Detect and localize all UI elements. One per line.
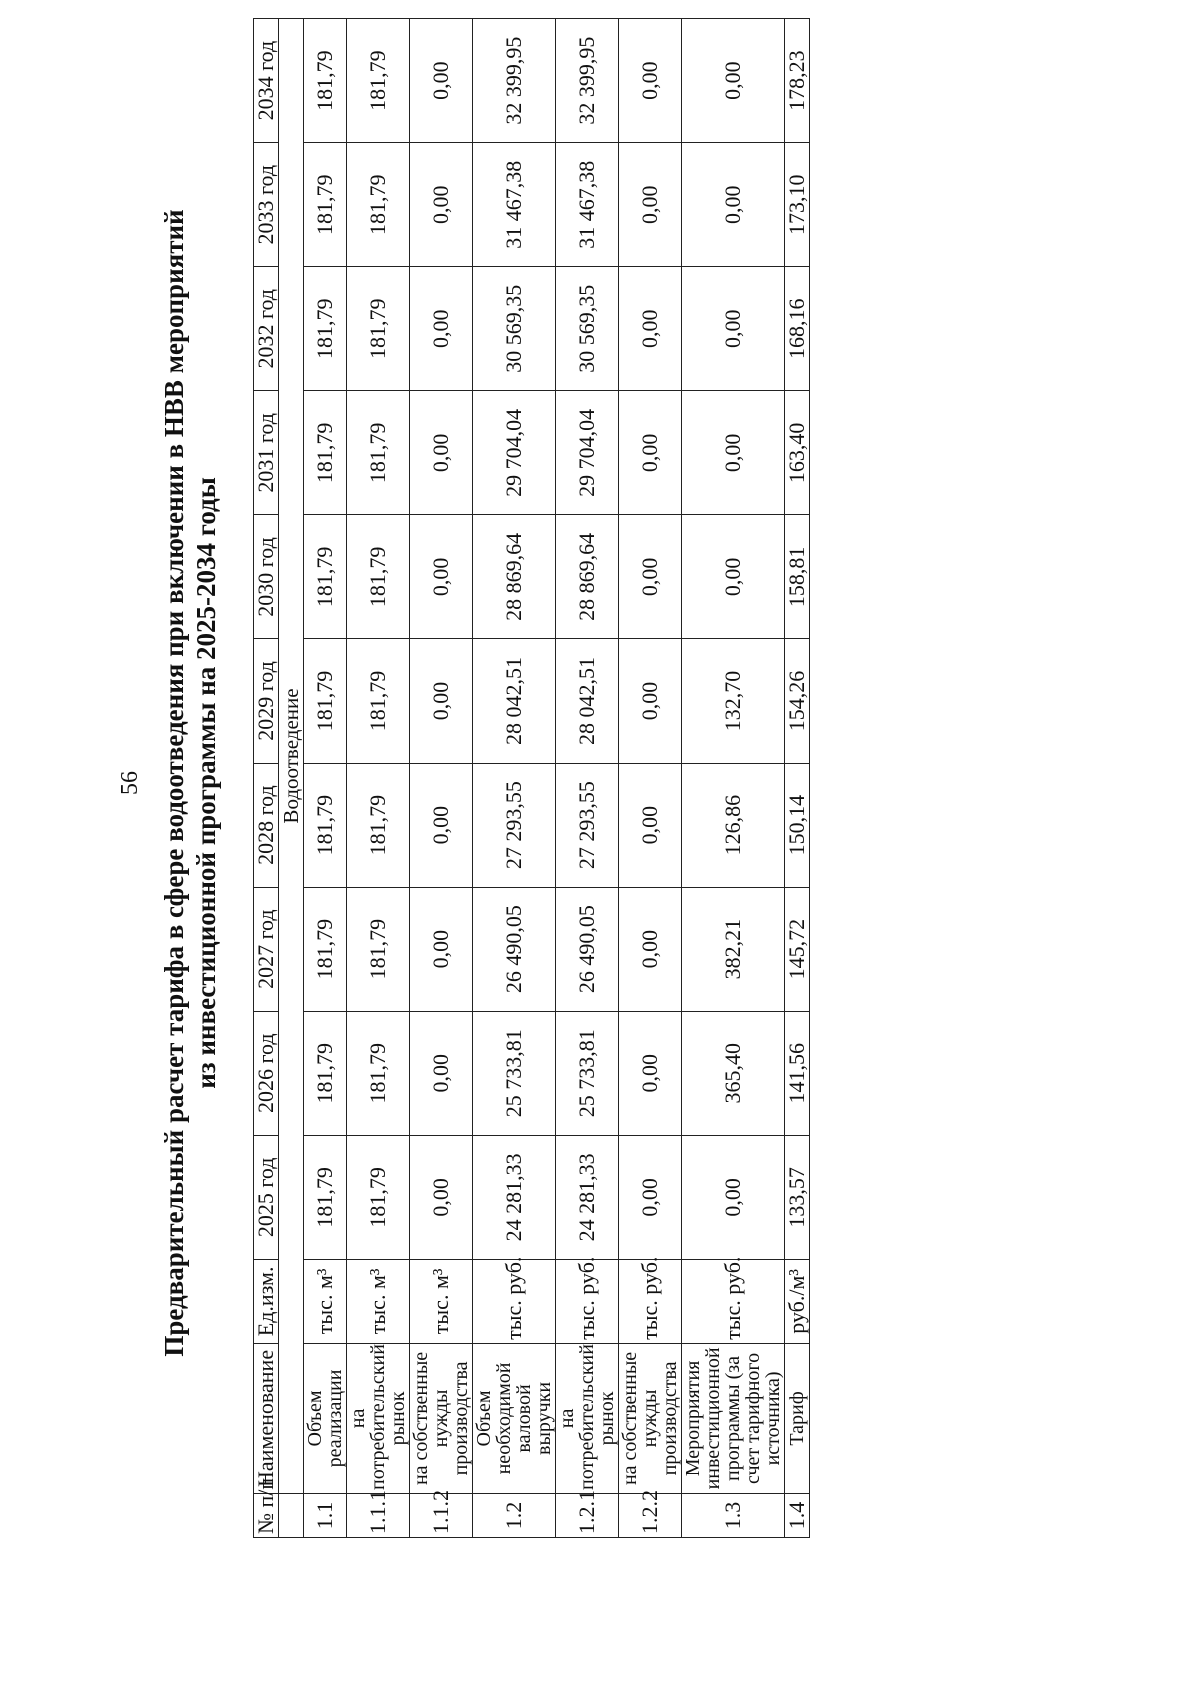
table-row	[619, 19, 682, 1538]
value-cell: 181,79	[304, 1011, 347, 1135]
row-name-cell: на собственные нужды производства	[619, 1343, 682, 1493]
value-cell: 0,00	[410, 19, 473, 143]
value-cell: 158,81	[785, 515, 810, 639]
table-row	[556, 19, 619, 1538]
value-cell: 181,79	[347, 1011, 410, 1135]
table-row	[473, 19, 556, 1538]
value-cell: 0,00	[410, 763, 473, 887]
section-title: Водоотведение	[279, 19, 304, 1494]
value-cell: 26 490,05	[473, 887, 556, 1011]
value-cell: 133,57	[785, 1135, 810, 1259]
value-cell: 0,00	[619, 515, 682, 639]
row-unit-cell: тыс. м³	[410, 1259, 473, 1343]
document-title	[158, 18, 222, 1548]
value-cell: 178,23	[785, 19, 810, 143]
value-cell: 382,21	[682, 887, 785, 1011]
header-cell: 2033 год	[254, 143, 279, 267]
row-unit-cell: тыс. руб.	[682, 1259, 785, 1343]
page-number: 56	[117, 771, 143, 795]
row-number-cell: 1.1.1	[347, 1493, 410, 1537]
value-cell: 181,79	[347, 763, 410, 887]
header-cell: 2026 год	[254, 1011, 279, 1135]
row-name-cell: Мероприятия инвестиционной программы (за счет тарифного источника)	[682, 1343, 785, 1493]
header-cell: Наименование	[254, 1343, 279, 1493]
row-number-cell: 1.1.2	[410, 1493, 473, 1537]
value-cell: 0,00	[682, 143, 785, 267]
value-cell: 0,00	[619, 19, 682, 143]
value-cell: 32 399,95	[473, 19, 556, 143]
value-cell: 0,00	[682, 267, 785, 391]
value-cell: 30 569,35	[473, 267, 556, 391]
value-cell: 181,79	[347, 639, 410, 763]
row-number-cell: 1.3	[682, 1493, 785, 1537]
value-cell: 0,00	[410, 143, 473, 267]
header-cell: 2031 год	[254, 391, 279, 515]
value-cell: 181,79	[347, 515, 410, 639]
row-number-cell: 1.1	[304, 1493, 347, 1537]
value-cell: 0,00	[682, 1135, 785, 1259]
value-cell: 181,79	[304, 267, 347, 391]
value-cell: 24 281,33	[473, 1135, 556, 1259]
table-row	[304, 19, 347, 1538]
row-unit-cell: руб./м³	[785, 1259, 810, 1343]
value-cell: 0,00	[619, 391, 682, 515]
value-cell: 25 733,81	[556, 1011, 619, 1135]
header-cell: № п/п	[254, 1493, 279, 1537]
value-cell: 132,70	[682, 639, 785, 763]
header-cell: 2030 год	[254, 515, 279, 639]
header-cell: 2027 год	[254, 887, 279, 1011]
value-cell: 0,00	[410, 515, 473, 639]
value-cell: 181,79	[347, 19, 410, 143]
value-cell: 126,86	[682, 763, 785, 887]
value-cell: 0,00	[410, 887, 473, 1011]
value-cell: 31 467,38	[556, 143, 619, 267]
value-cell: 0,00	[619, 1011, 682, 1135]
value-cell: 0,00	[410, 267, 473, 391]
value-cell: 0,00	[619, 887, 682, 1011]
row-name-cell: на потребительский рынок	[347, 1343, 410, 1493]
row-number-cell: 1.4	[785, 1493, 810, 1537]
value-cell: 173,10	[785, 143, 810, 267]
value-cell: 181,79	[304, 391, 347, 515]
value-cell: 0,00	[682, 515, 785, 639]
value-cell: 28 869,64	[473, 515, 556, 639]
row-unit-cell: тыс. руб.	[556, 1259, 619, 1343]
tariff-table	[253, 18, 810, 1538]
row-number-cell: 1.2.2	[619, 1493, 682, 1537]
value-cell: 32 399,95	[556, 19, 619, 143]
table-row	[410, 19, 473, 1538]
value-cell: 0,00	[682, 391, 785, 515]
title-line-1: Предварительный расчет тарифа в сфере водоотведения при включении в НВВ мероприятий	[159, 209, 189, 1357]
row-unit-cell: тыс. м³	[304, 1259, 347, 1343]
header-cell: 2028 год	[254, 763, 279, 887]
row-name-cell: на потребительский рынок	[556, 1343, 619, 1493]
title-line-2: из инвестиционной программы на 2025-2034 годы	[191, 477, 221, 1089]
value-cell: 181,79	[347, 887, 410, 1011]
value-cell: 181,79	[304, 515, 347, 639]
value-cell: 25 733,81	[473, 1011, 556, 1135]
value-cell: 26 490,05	[556, 887, 619, 1011]
row-number-cell: 1.2.1	[556, 1493, 619, 1537]
value-cell: 0,00	[410, 391, 473, 515]
value-cell: 0,00	[682, 19, 785, 143]
value-cell: 28 042,51	[556, 639, 619, 763]
value-cell: 168,16	[785, 267, 810, 391]
value-cell: 181,79	[304, 887, 347, 1011]
header-cell: 2029 год	[254, 639, 279, 763]
header-cell: 2034 год	[254, 19, 279, 143]
value-cell: 31 467,38	[473, 143, 556, 267]
value-cell: 181,79	[304, 1135, 347, 1259]
value-cell: 163,40	[785, 391, 810, 515]
row-number-cell: 1.2	[473, 1493, 556, 1537]
row-name-cell: на собственные нужды производства	[410, 1343, 473, 1493]
row-unit-cell: тыс. м³	[347, 1259, 410, 1343]
value-cell: 29 704,04	[473, 391, 556, 515]
value-cell: 28 042,51	[473, 639, 556, 763]
value-cell: 365,40	[682, 1011, 785, 1135]
row-unit-cell: тыс. руб.	[619, 1259, 682, 1343]
value-cell: 0,00	[410, 1011, 473, 1135]
value-cell: 145,72	[785, 887, 810, 1011]
value-cell: 0,00	[619, 639, 682, 763]
value-cell: 0,00	[619, 143, 682, 267]
value-cell: 181,79	[347, 143, 410, 267]
rotated-page	[117, 18, 809, 1548]
value-cell: 28 869,64	[556, 515, 619, 639]
value-cell: 154,26	[785, 639, 810, 763]
value-cell: 0,00	[619, 1135, 682, 1259]
row-unit-cell: тыс. руб.	[473, 1259, 556, 1343]
row-name-cell: Объем необходимой валовой выручки	[473, 1343, 556, 1493]
section-row	[279, 19, 304, 1538]
table-row	[785, 19, 810, 1538]
value-cell: 181,79	[304, 639, 347, 763]
value-cell: 30 569,35	[556, 267, 619, 391]
value-cell: 181,79	[304, 19, 347, 143]
value-cell: 29 704,04	[556, 391, 619, 515]
value-cell: 0,00	[410, 1135, 473, 1259]
value-cell: 0,00	[619, 763, 682, 887]
value-cell: 181,79	[347, 267, 410, 391]
value-cell: 181,79	[304, 763, 347, 887]
value-cell: 27 293,55	[473, 763, 556, 887]
value-cell: 150,14	[785, 763, 810, 887]
row-name-cell: Тариф	[785, 1343, 810, 1493]
value-cell: 181,79	[347, 1135, 410, 1259]
value-cell: 181,79	[347, 391, 410, 515]
header-cell: 2032 год	[254, 267, 279, 391]
table-row	[347, 19, 410, 1538]
table-header-row	[254, 19, 279, 1538]
table-row	[682, 19, 785, 1538]
header-cell: Ед.изм.	[254, 1259, 279, 1343]
row-name-cell: Объем реализации	[304, 1343, 347, 1493]
value-cell: 181,79	[304, 143, 347, 267]
value-cell: 0,00	[410, 639, 473, 763]
value-cell: 27 293,55	[556, 763, 619, 887]
value-cell: 0,00	[619, 267, 682, 391]
value-cell: 141,56	[785, 1011, 810, 1135]
header-cell: 2025 год	[254, 1135, 279, 1259]
value-cell: 24 281,33	[556, 1135, 619, 1259]
section-empty-cell	[279, 1493, 304, 1537]
